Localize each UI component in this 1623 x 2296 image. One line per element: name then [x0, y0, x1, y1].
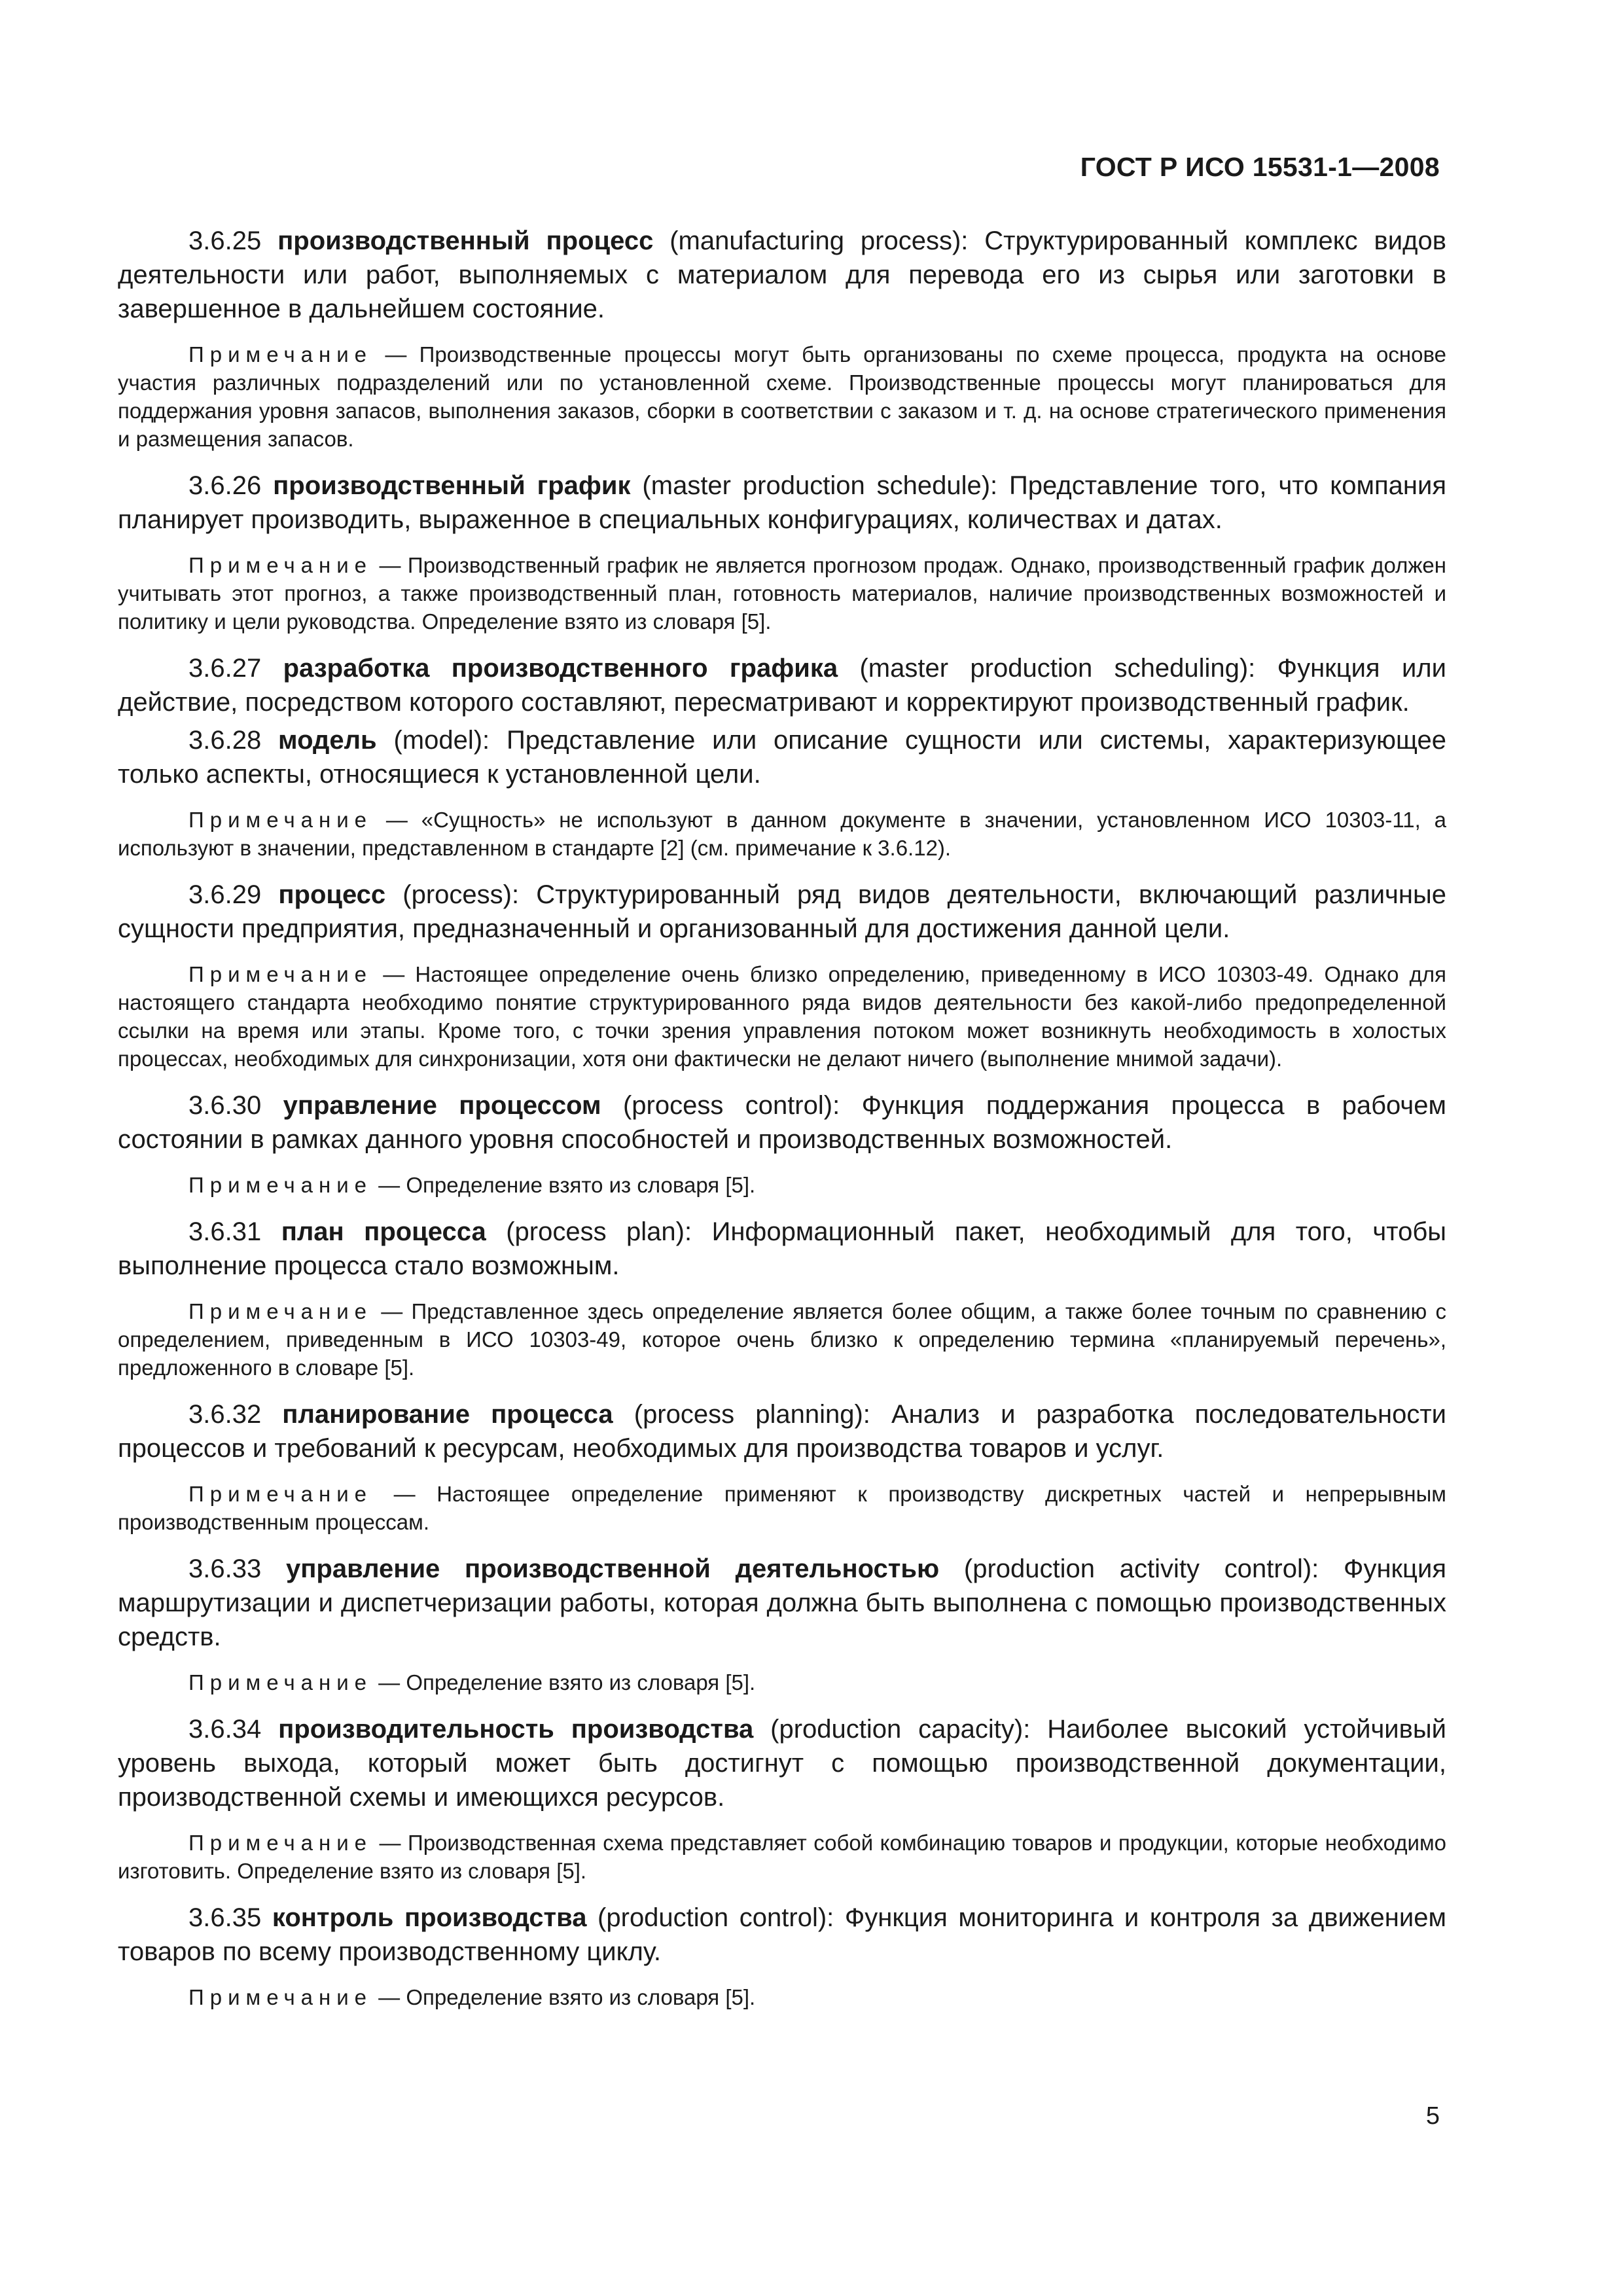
note-dash: — — [372, 962, 416, 986]
term-definition: (process planning): Анализ и разработка последовательности процессов и требований к ресурсам, необходимых для производства товаров и услуг. — [118, 1400, 1446, 1463]
term-note — [118, 1983, 1446, 2011]
term-definition: (model): Представление или описание сущности или системы, характеризующее только аспекты, относящиеся к установленной цели. — [118, 726, 1446, 789]
note-text: Представленное здесь определение является более общим, а также более точным по сравнению с определением, приведенным в ИСО 10303-49, которое очень близко к определению термина «планируемый перечень», предложенного в словаре [5]. — [118, 1299, 1447, 1380]
term-entry — [118, 1215, 1446, 1283]
term-entry — [118, 878, 1446, 946]
term-entry — [118, 723, 1446, 791]
note-dash: — — [372, 808, 421, 832]
term-note — [118, 806, 1446, 862]
term-name: производительность производства — [278, 1715, 754, 1744]
term-name: управление процессом — [283, 1091, 601, 1120]
term-note — [118, 1171, 1446, 1199]
term-entry — [118, 651, 1446, 719]
term-definition: (manufacturing process): Структурированный комплекс видов деятельности или работ, выполняемых с материалом для перевода его из сырья или заготовки в завершенное в дальнейшем состояние. — [118, 226, 1446, 323]
note-label: Примечание — [188, 962, 373, 986]
note-label: Примечание — [188, 1985, 373, 2009]
note-dash: — — [372, 1670, 406, 1695]
page-number: 5 — [1425, 2102, 1440, 2130]
term-definition: (production activity control): Функция маршрутизации и диспетчеризации работы, которая должна быть выполнена с помощью производственных средств. — [118, 1554, 1446, 1651]
note-text: Настоящее определение применяют к производству дискретных частей и непрерывным производственным процессам. — [118, 1482, 1446, 1534]
note-dash: — — [372, 553, 408, 577]
standard-designation: ГОСТ Р ИСО 15531-1—2008 — [1080, 152, 1440, 182]
note-text: Определение взято из словаря [5]. — [406, 1985, 756, 2009]
note-label: Примечание — [188, 1670, 373, 1695]
term-entry — [118, 1397, 1446, 1465]
term-number: 3.6.29 — [188, 880, 262, 909]
term-entry — [118, 1552, 1446, 1654]
term-note — [118, 1297, 1446, 1382]
term-definition: (production control): Функция мониторинга и контроля за движением товаров по всему производственному циклу. — [118, 1903, 1446, 1966]
term-note — [118, 1829, 1446, 1885]
note-label: Примечание — [188, 342, 373, 367]
term-number: 3.6.31 — [188, 1217, 262, 1246]
term-number: 3.6.28 — [188, 726, 262, 755]
term-number: 3.6.27 — [188, 654, 262, 683]
note-dash: — — [372, 1985, 406, 2009]
term-name: план процесса — [281, 1217, 486, 1246]
term-name: модель — [278, 726, 377, 755]
note-dash: — — [372, 342, 419, 367]
term-number: 3.6.33 — [188, 1554, 262, 1583]
note-text: Настоящее определение очень близко определению, приведенному в ИСО 10303-49. Однако для настоящего стандарта необходимо понятие структурированного ряда видов деятельности без какой-либо предопределенной ссылки на время или этапы. Кроме того, с точки зрения управления потоком может возникнуть необходимость в холостых процессах, необходимых для синхронизации, хотя они фактически не делают ничего (выполнение мнимой задачи). — [118, 962, 1446, 1071]
term-name: управление производственной деятельностью — [286, 1554, 940, 1583]
term-note — [118, 1480, 1446, 1536]
note-text: Производственный график не является прогнозом продаж. Однако, производственный график должен учитывать этот прогноз, а также производственный план, готовность материалов, наличие производственных возможностей и политику и цели руководства. Определение взято из словаря [5]. — [118, 553, 1447, 634]
note-text: Производственные процессы могут быть организованы по схеме процесса, продукта на основе участия различных подразделений или по установленной схеме. Производственные процессы могут планироваться для поддержания уровня запасов, выполнения заказов, сборки в соответствии с заказом и т. д. на основе стратегического применения и размещения запасов. — [118, 342, 1446, 451]
note-label: Примечание — [188, 1482, 373, 1506]
term-entry — [118, 1712, 1446, 1814]
term-name: производственный график — [273, 471, 631, 500]
note-text: «Сущность» не используют в данном документе в значении, установленном ИСО 10303-11, а используют в значении, представленном в стандарте [2] (см. примечание к 3.6.12). — [118, 808, 1447, 860]
term-number: 3.6.32 — [188, 1400, 262, 1429]
term-number: 3.6.25 — [188, 226, 262, 255]
term-note — [118, 1668, 1446, 1696]
term-definition: (master production schedule): Представление того, что компания планирует производить, выраженное в специальных конфигурациях, количествах и датах. — [118, 471, 1447, 534]
term-number: 3.6.34 — [188, 1715, 262, 1744]
note-label: Примечание — [188, 1831, 373, 1855]
note-dash: — — [372, 1831, 408, 1855]
term-definition: (production capacity): Наиболее высокий устойчивый уровень выхода, который может быть достигнут с помощью производственной документации, производственной схемы и имеющихся ресурсов. — [118, 1715, 1446, 1812]
terms-section — [118, 224, 1446, 2011]
term-definition: (process plan): Информационный пакет, необходимый для того, чтобы выполнение процесса стало возможным. — [118, 1217, 1446, 1280]
note-dash: — — [372, 1173, 406, 1197]
term-name: разработка производственного графика — [283, 654, 838, 683]
term-entry — [118, 224, 1446, 326]
term-name: процесс — [278, 880, 386, 909]
note-label: Примечание — [188, 808, 373, 832]
term-note — [118, 960, 1446, 1073]
term-number: 3.6.26 — [188, 471, 262, 500]
note-dash: — — [372, 1299, 412, 1323]
term-definition: (process): Структурированный ряд видов деятельности, включающий различные сущности предприятия, предназначенный и организованный для достижения данной цели. — [118, 880, 1446, 943]
term-entry — [118, 1088, 1446, 1157]
note-dash: — — [372, 1482, 437, 1506]
term-name: контроль производства — [272, 1903, 587, 1932]
term-note — [118, 551, 1446, 636]
term-definition: (process control): Функция поддержания процесса в рабочем состоянии в рамках данного уровня способностей и производственных возможностей. — [118, 1091, 1446, 1154]
term-entry — [118, 469, 1446, 537]
term-name: планирование процесса — [282, 1400, 613, 1429]
term-name: производственный процесс — [277, 226, 654, 255]
term-number: 3.6.30 — [188, 1091, 262, 1120]
note-text: Определение взято из словаря [5]. — [406, 1670, 756, 1695]
note-text: Определение взято из словаря [5]. — [406, 1173, 756, 1197]
term-definition: (master production scheduling): Функция или действие, посредством которого составляют, пересматривают и корректируют производственный график. — [118, 654, 1446, 717]
note-label: Примечание — [188, 1173, 373, 1197]
note-text: Производственная схема представляет собой комбинацию товаров и продукции, которые необходимо изготовить. Определение взято из словаря [5]. — [118, 1831, 1446, 1883]
note-label: Примечание — [188, 1299, 373, 1323]
term-number: 3.6.35 — [188, 1903, 262, 1932]
note-label: Примечание — [188, 553, 373, 577]
term-entry — [118, 1901, 1446, 1969]
term-note — [118, 340, 1446, 453]
